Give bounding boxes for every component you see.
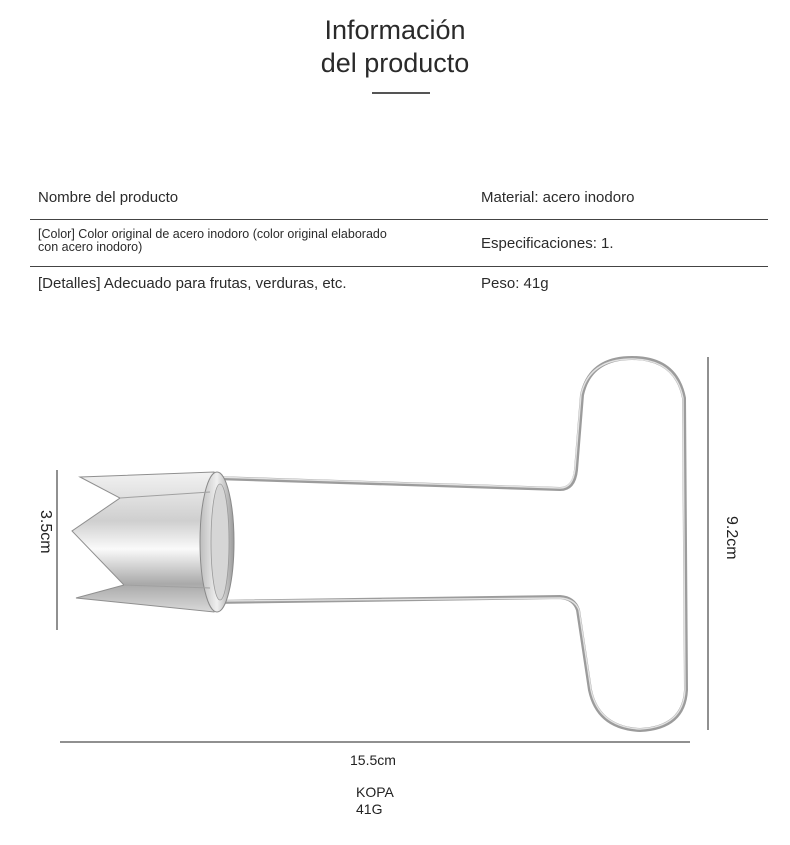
spec-details: [Detalles] Adecuado para frutas, verduras, etc. (38, 275, 347, 292)
spec-table (30, 175, 768, 303)
spec-row (30, 220, 768, 267)
coring-blade (72, 472, 234, 612)
brand-weight: 41G (356, 801, 383, 817)
dimension-label-diameter: 3.5cm (37, 510, 54, 554)
title-line-1: Información (324, 15, 466, 45)
title-line-2: del producto (320, 48, 470, 78)
dimension-label-length: 15.5cm (350, 752, 396, 768)
title-divider (372, 92, 430, 94)
spec-specifications: Especificaciones: 1. (481, 235, 614, 252)
brand-block (356, 784, 394, 818)
spec-row (30, 175, 768, 220)
page-title (0, 14, 790, 80)
spec-color: [Color] Color original de acero inodoro (color original elaborado con acero inodoro) (38, 227, 387, 254)
spec-row (30, 267, 768, 303)
spec-weight: Peso: 41g (481, 275, 549, 292)
brand-name: KOPA (356, 784, 394, 800)
spec-product-name: Nombre del producto (38, 189, 179, 206)
wire-handle (214, 358, 686, 730)
spec-material: Material: acero inodoro (481, 189, 635, 206)
dimension-label-height: 9.2cm (723, 516, 740, 560)
